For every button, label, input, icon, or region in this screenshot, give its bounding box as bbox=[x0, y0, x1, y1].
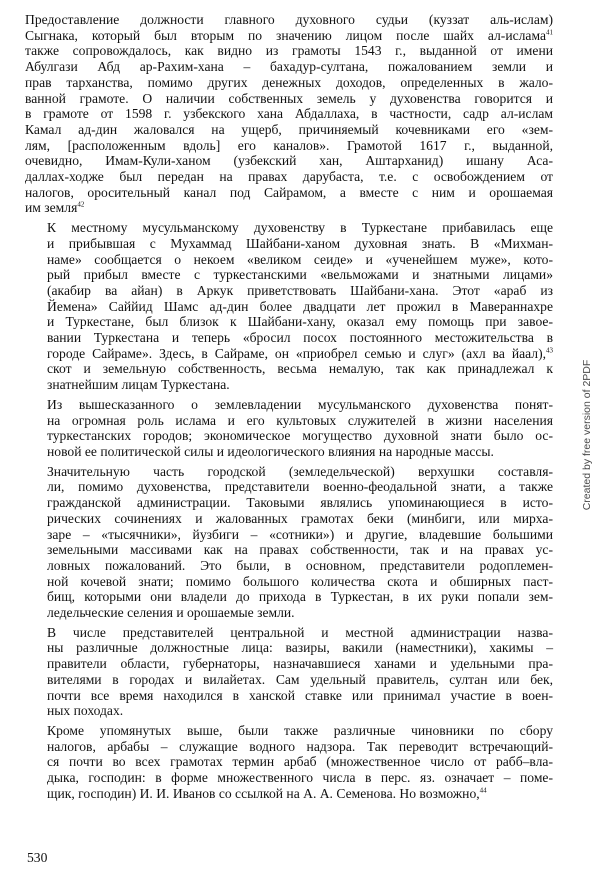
page-body bbox=[25, 12, 553, 801]
text-line: рый прибыл вместе с туркестанскими «вельможами и знатными лицами» bbox=[47, 267, 553, 283]
text-line: рических сочинениях и жалованных грамотах беки (минбиги, или мирха- bbox=[47, 510, 553, 526]
footnote-ref: 44 bbox=[479, 786, 487, 795]
text-line: очевидно, Имам-Кули-ханом (узбекский хан, Аштарханид) ишану Аса- bbox=[25, 153, 553, 169]
text-line: Абулгази Абд ар-Рахим-хана – бахадур-султана, пожалованием земли и bbox=[25, 59, 553, 75]
paragraph bbox=[25, 220, 553, 393]
footnote-ref: 42 bbox=[77, 200, 85, 209]
paragraph bbox=[25, 625, 553, 719]
text-line: ледельческие селения и орошаемые земли. bbox=[47, 605, 295, 621]
text-line: и прибывшая с Мухаммад Шайбани-ханом духовная знать. В «Михман- bbox=[47, 235, 553, 251]
text-line: дыка, господин: в форме множественного числа в перс. яз. означает – поме- bbox=[47, 770, 553, 786]
text-line: новой ее политической силы и идеологического влияния на народные массы. bbox=[47, 443, 494, 459]
text-line: Камал ад-дин жаловался на ущерб, причиняемый кочевниками его «зем- bbox=[25, 121, 553, 137]
text-line: ловных пожалований. Это были, в основном, представители родоплемен- bbox=[47, 557, 553, 573]
footnote-ref: 43 bbox=[546, 346, 553, 355]
text-line: К местному мусульманскому духовенству в Туркестане прибавилась еще bbox=[47, 220, 553, 236]
paragraph bbox=[25, 723, 553, 802]
text-line: и Туркестане, был близок к Шайбани-хану, оказал ему помощь при завое- bbox=[47, 314, 553, 330]
text-line: Кроме упомянутых выше, были также различные чиновники по сбору bbox=[47, 722, 553, 738]
text-line: Предоставление должности главного духовного судьи (куззат аль-ислам) bbox=[25, 12, 553, 27]
text-line: земельными массивами как на правах собственности, так и на правах ус- bbox=[47, 542, 553, 558]
text-line: В числе представителей центральной и местной администрации назва- bbox=[47, 624, 553, 640]
text-line: почти все время находился в ханской ставке или принимал участие в воен- bbox=[47, 687, 553, 703]
text-line: гражданской администрации. Таковыми являлись упоминающиеся в исто- bbox=[47, 495, 553, 511]
page-number: 530 bbox=[27, 850, 48, 865]
text-line: ли, помимо духовенства, представители военно-феодальной знати, а также bbox=[47, 479, 553, 495]
paragraph bbox=[25, 397, 553, 460]
text-line: городе Сайраме». Здесь, в Сайраме, он «приобрел семью и слуг» (ахл ва йаал),$^{43}$ bbox=[47, 345, 553, 361]
text-line: ной кочевой знати; помимо большого количества скота и обширных паст- bbox=[47, 573, 553, 589]
text-line: лям, [расположенным вдоль] его каналов». Грамотой 1617 г., выданной, bbox=[25, 137, 553, 153]
text-line: даллах-ходже был передан на правах дарубаста, т.е. с освобождением от bbox=[25, 169, 553, 185]
text-line: налогов, арбабы – служащие водного надзора. Так переводит встречающий- bbox=[47, 738, 553, 754]
text-line: правители области, губернаторы, назначавшиеся ханами и удельными пра- bbox=[47, 656, 553, 672]
text-line: щик, господин) И. И. Иванов со ссылкой на А. А. Семенова. Но возможно,$^{44}$ bbox=[47, 785, 487, 801]
text-line: знатнейшим лицам Туркестана. bbox=[47, 377, 230, 393]
text-line: туркестанских городов; экономическое могущество духовной знати было ос- bbox=[47, 428, 553, 444]
text-line: ванной грамоте. О наличии собственных земель у духовенства говорится и bbox=[25, 90, 553, 106]
text-line: в грамоте от 1598 г. узбекского хана Абдаллаха, в частности, садр ал-ислам bbox=[25, 106, 553, 122]
paragraph bbox=[25, 464, 553, 621]
text-line: наме» сообщается о некоем «великом сеиде» и «ученейшем муже», кото- bbox=[47, 251, 553, 267]
text-line: ных походах. bbox=[47, 703, 124, 719]
footnote-ref: 41 bbox=[546, 28, 553, 37]
paragraph bbox=[25, 12, 553, 216]
text-line: также сопровождалось, как видно из грамоты 1543 г., выданной от имени bbox=[25, 43, 553, 59]
text-line: Йемена» Саййид Шамс ад-дин более двадцати лет прожил в Мавераннахре bbox=[47, 298, 553, 314]
text-line: скот и земельную собственность, весьма немалую, так как принадлежал к bbox=[47, 361, 553, 377]
text-line: Из вышесказанного о землевладении мусульманского духовенства понят- bbox=[47, 396, 553, 412]
text-line: Значительную часть городской (земледельческой) верхушки составля- bbox=[47, 463, 553, 479]
text-line: (акабир ва айан) в Аркук приветствовать Шайбани-хана. Этот «араб из bbox=[47, 282, 553, 298]
watermark-text: Created by free version of 2PDF bbox=[581, 359, 593, 511]
text-line: ся почти во всех грамотах термин арбаб (множественное число от рабб–вла- bbox=[47, 754, 553, 770]
watermark bbox=[580, 290, 594, 580]
text-line: на огромная роль ислама и его культовых служителей в жизни населения bbox=[47, 412, 553, 428]
text-line: прав тарханства, помимо других денежных доходов, определенных в жало- bbox=[25, 74, 553, 90]
text-line: вании Туркестана и теперь «бросил посох постоянного местожительства в bbox=[47, 330, 553, 346]
text-line: налогов, оросительный канал под Сайрамом, а вместе с ним и орошаемая bbox=[25, 184, 553, 200]
text-line: ны различные должностные лица: вазиры, вакили (наместники), хакимы – bbox=[47, 640, 553, 656]
text-line: Сыгнака, который был вторым по значению лицом после шайх ал-ислама$^{41}$ bbox=[25, 27, 553, 43]
text-line: бищ, которыми они владели до прихода в Туркестан, в их руки попали зем- bbox=[47, 589, 553, 605]
text-line: им земля$^{42}$ bbox=[25, 200, 85, 216]
text-line: заре – «тысячники», йузбиги – «сотники») и другие, владевшие большими bbox=[47, 526, 553, 542]
text-line: вителями в городах и вилайетах. Сам удельный правитель, султан или бек, bbox=[47, 671, 553, 687]
